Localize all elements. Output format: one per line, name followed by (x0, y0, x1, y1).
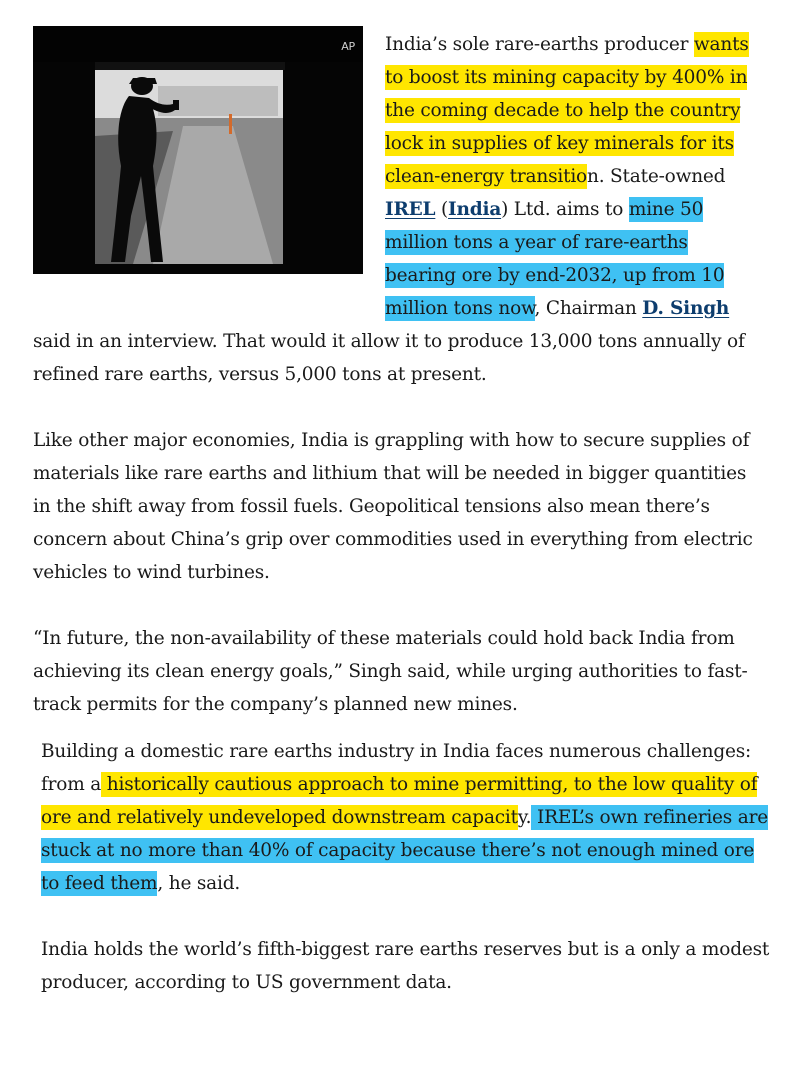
p1-line-3 (385, 94, 740, 127)
p3-line-1: “In future, the non-availability of these materials could hold back India from (33, 628, 735, 649)
photo-illustration (33, 26, 363, 274)
p4-line-2: from a historically cautious approach to mine permitting, to the low quality of (41, 774, 758, 795)
highlight-yellow: clean-energy transitio (385, 166, 587, 187)
highlight-blue: to feed them (41, 873, 158, 894)
p2-line-1: Like other major economies, India is grappling with how to secure supplies of (33, 430, 750, 451)
irel-link[interactable]: IREL (385, 199, 436, 220)
highlight-yellow: to boost its mining capacity by 400% in (385, 67, 748, 88)
highlight-yellow: ore and relatively undeveloped downstream capacit (41, 807, 518, 828)
p1-line-9: million tons now, Chairman D. Singh (385, 298, 730, 319)
p1-line-4 (385, 127, 734, 160)
p4-line-3: ore and relatively undeveloped downstream capacity. IREL’s own refineries are (41, 807, 768, 828)
highlight-yellow: wants (693, 34, 749, 55)
highlight-blue: mine 50 (628, 199, 704, 220)
p1-line-2 (385, 61, 747, 94)
india-link[interactable]: India (448, 199, 502, 220)
p1-line-5: clean-energy transition. State-owned (385, 166, 726, 187)
p2-line-4: concern about China’s grip over commodities used in everything from electric (33, 529, 753, 550)
p4-line-5: to feed them, he said. (41, 873, 241, 894)
p1-line-6: IREL (India) Ltd. aims to mine 50 (385, 199, 704, 220)
p2-line-3: in the shift away from fossil fuels. Geopolitical tensions also mean there’s (33, 496, 710, 517)
highlight-blue: stuck at no more than 40% of capacity because there’s not enough mined ore (41, 840, 755, 861)
highlight-yellow: lock in supplies of key minerals for its (385, 133, 734, 154)
p1-line-7 (385, 226, 688, 259)
highlight-yellow: the coming decade to help the country (385, 100, 741, 121)
d-singh-link[interactable]: D. Singh (642, 298, 730, 319)
p1-line-11: refined rare earths, versus 5,000 tons at present. (33, 364, 487, 385)
highlight-blue: million tons now (385, 298, 535, 319)
p2-line-5: vehicles to wind turbines. (33, 562, 270, 583)
mine-tunnel-photo (33, 26, 363, 274)
highlight-yellow: historically cautious approach to mine permitting, to the low quality of (101, 774, 758, 795)
highlight-blue: bearing ore by end-2032, up from 10 (385, 265, 725, 286)
p4-line-1: Building a domestic rare earths industry in India faces numerous challenges: (41, 741, 752, 762)
p1-line-1: India’s sole rare-earths producer wants (385, 34, 749, 55)
p5-line-1: India holds the world’s fifth-biggest rare earths reserves but is a only a modest (41, 939, 770, 960)
highlight-blue: million tons a year of rare-earths (385, 232, 688, 253)
p1-line-10: said in an interview. That would it allow it to produce 13,000 tons annually of (33, 331, 745, 352)
photo-credit: AP (341, 40, 355, 53)
highlight-blue: IREL’s own refineries are (531, 807, 768, 828)
p3-line-2: achieving its clean energy goals,” Singh said, while urging authorities to fast- (33, 661, 748, 682)
p4-line-4 (41, 834, 754, 867)
p5-line-2: producer, according to US government data. (41, 972, 452, 993)
p1-line-8 (385, 259, 724, 292)
p3-line-3: track permits for the company’s planned new mines. (33, 694, 518, 715)
p2-line-2: materials like rare earths and lithium that will be needed in bigger quantities (33, 463, 747, 484)
